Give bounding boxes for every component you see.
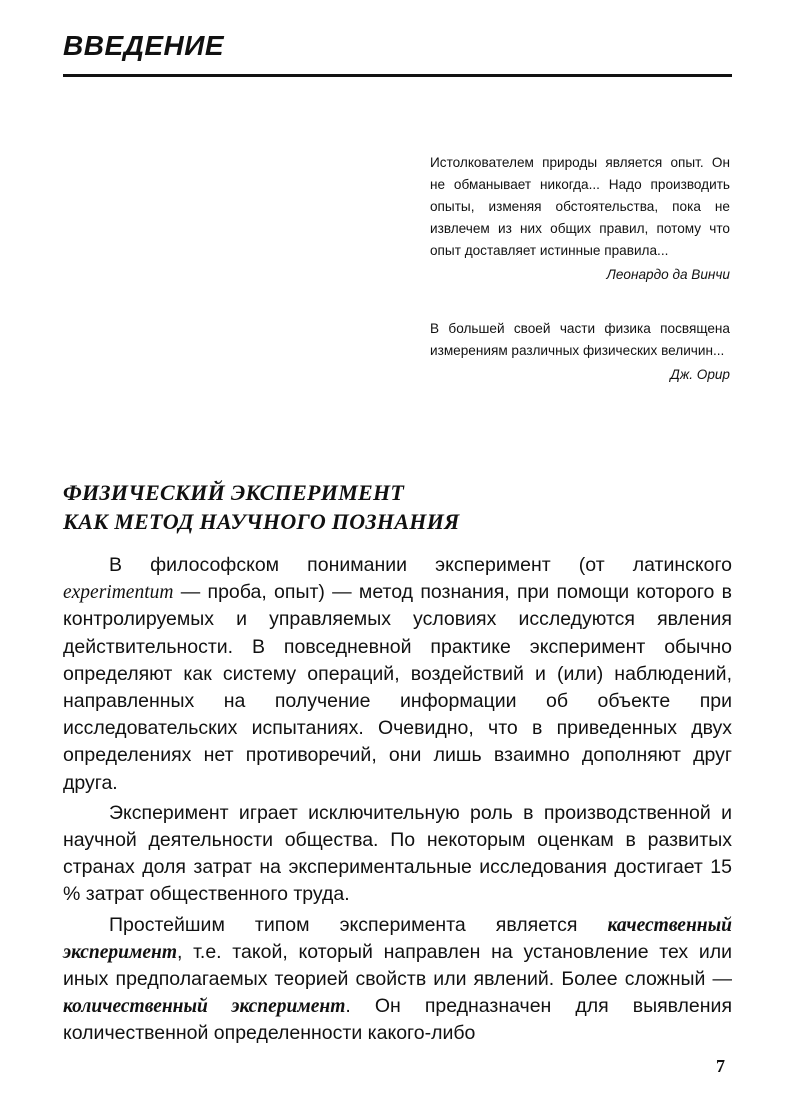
chapter-heading: ВВЕДЕНИЕ	[63, 30, 225, 61]
epigraph-author: Леонардо да Винчи	[606, 267, 730, 282]
paragraph-1	[63, 552, 732, 797]
latin-term: experimentum	[63, 582, 174, 604]
paragraph-3	[63, 912, 732, 1048]
epigraph-author: Дж. Орир	[670, 367, 730, 382]
text-run: Простейшим типом эксперимента является	[109, 913, 608, 936]
text-run: В философском понимании эксперимент (от латинского	[109, 554, 732, 576]
body-text	[63, 552, 732, 1051]
text-run: , т.е. такой, который направлен на установление тех или иных предполагаемых теорией свойств или явлений. Более сложный —	[63, 940, 732, 991]
section-title-line-1: ФИЗИЧЕСКИЙ ЭКСПЕРИМЕНТ	[63, 480, 405, 505]
heading-rule	[63, 74, 732, 77]
section-title	[63, 478, 460, 536]
epigraph-orir	[430, 318, 730, 386]
epigraph-text: Истолкователем природы является опыт. Он не обманывает никогда... Надо производить опыты, изменяя обстоятельства, пока не извлечем из них общих правил, потому что опыт доставляет истинные правила...	[430, 155, 730, 258]
paragraph-2: Эксперимент играет исключительную роль в производственной и научной деятельности общества. По некоторым оценкам в развитых странах доля затрат на экспериментальные исследования достигает 15 % затрат общественного труда.	[63, 801, 732, 906]
page-number: 7	[716, 1056, 725, 1076]
text-run: — проба, опыт) — метод познания, при помощи которого в контролируемых и управляемых условиях исследуются явления действительности. В повседневной практике эксперимент обычно определяют как систему операций, воздействий и (или) наблюдений, направленных на получение информации об объекте при исследовательских испытаниях. Очевидно, что в приведенных двух определениях нет противоречий, они лишь взаимно дополняют друг друга.	[63, 581, 732, 794]
term-quantitative: количественный эксперимент	[63, 996, 346, 1018]
section-title-line-2: КАК МЕТОД НАУЧНОГО ПОЗНАНИЯ	[63, 509, 460, 534]
term-qualitative: качественный эксперимент	[63, 914, 732, 963]
epigraph-text: В большей своей части физика посвящена измерениям различных физических величин...	[430, 321, 730, 358]
epigraph-davinci	[430, 152, 730, 286]
text-run: . Он предназначен для выявления количественной определенности какого-либо	[63, 995, 732, 1045]
